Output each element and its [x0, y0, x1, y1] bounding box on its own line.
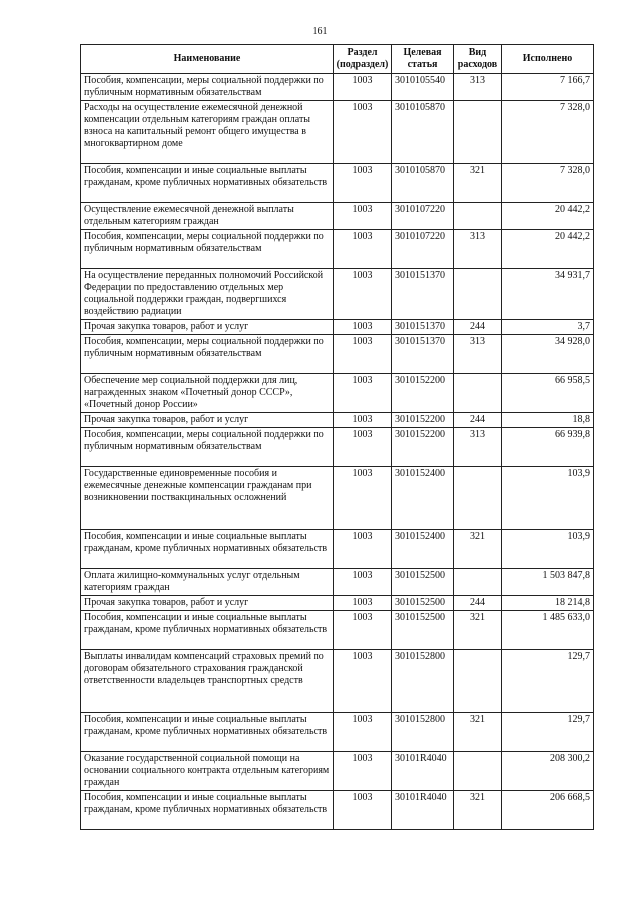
cell-section: 1003	[334, 713, 392, 752]
cell-section: 1003	[334, 752, 392, 791]
table-row	[81, 74, 594, 101]
cell-article: 3010152800	[392, 713, 454, 752]
cell-amount: 129,7	[502, 713, 594, 752]
cell-amount: 129,7	[502, 650, 594, 713]
cell-name: Обеспечение мер социальной поддержки для лиц, награжденных знаком «Почетный донор СССР», «Почетный донор России»	[81, 374, 334, 413]
cell-amount: 18,8	[502, 413, 594, 428]
cell-article: 3010151370	[392, 269, 454, 320]
cell-name: Пособия, компенсации, меры социальной поддержки по публичным нормативным обязательствам	[81, 74, 334, 101]
cell-amount: 66 939,8	[502, 428, 594, 467]
cell-expense-type: 313	[454, 74, 502, 101]
cell-name: Пособия, компенсации, меры социальной поддержки по публичным нормативным обязательствам	[81, 428, 334, 467]
cell-name: Пособия, компенсации и иные социальные выплаты гражданам, кроме публичных нормативных обязательств	[81, 791, 334, 830]
table-row	[81, 569, 594, 596]
cell-name: Прочая закупка товаров, работ и услуг	[81, 413, 334, 428]
cell-section: 1003	[334, 611, 392, 650]
cell-section: 1003	[334, 320, 392, 335]
table-row	[81, 650, 594, 713]
table-row	[81, 611, 594, 650]
table-row	[81, 413, 594, 428]
cell-expense-type	[454, 650, 502, 713]
header-name: Наименование	[81, 45, 334, 74]
cell-expense-type: 313	[454, 230, 502, 269]
cell-name: Выплаты инвалидам компенсаций страховых премий по договорам обязательного страхования гражданской ответственности владельцев транспортных средств	[81, 650, 334, 713]
cell-amount: 66 958,5	[502, 374, 594, 413]
cell-expense-type: 313	[454, 335, 502, 374]
cell-section: 1003	[334, 101, 392, 164]
cell-name: Пособия, компенсации, меры социальной поддержки по публичным нормативным обязательствам	[81, 335, 334, 374]
cell-expense-type	[454, 752, 502, 791]
cell-section: 1003	[334, 650, 392, 713]
cell-amount: 34 931,7	[502, 269, 594, 320]
table-row	[81, 101, 594, 164]
cell-amount: 18 214,8	[502, 596, 594, 611]
cell-expense-type	[454, 569, 502, 596]
table-row	[81, 335, 594, 374]
cell-name: Пособия, компенсации, меры социальной поддержки по публичным нормативным обязательствам	[81, 230, 334, 269]
cell-article: 3010152500	[392, 596, 454, 611]
cell-amount: 1 503 847,8	[502, 569, 594, 596]
cell-expense-type: 321	[454, 713, 502, 752]
cell-amount: 206 668,5	[502, 791, 594, 830]
cell-name: Пособия, компенсации и иные социальные выплаты гражданам, кроме публичных нормативных обязательств	[81, 164, 334, 203]
header-expense-type: Вид расходов	[454, 45, 502, 74]
cell-expense-type	[454, 203, 502, 230]
cell-expense-type: 321	[454, 164, 502, 203]
cell-amount: 103,9	[502, 467, 594, 530]
table-row	[81, 320, 594, 335]
cell-name: Расходы на осуществление ежемесячной денежной компенсации отдельным категориям граждан оплаты взноса на капитальный ремонт общего имущества в многоквартирном доме	[81, 101, 334, 164]
cell-name: Пособия, компенсации и иные социальные выплаты гражданам, кроме публичных нормативных обязательств	[81, 713, 334, 752]
table-row	[81, 428, 594, 467]
cell-article: 30101R4040	[392, 752, 454, 791]
cell-expense-type: 244	[454, 596, 502, 611]
cell-expense-type: 313	[454, 428, 502, 467]
cell-section: 1003	[334, 374, 392, 413]
cell-section: 1003	[334, 428, 392, 467]
cell-article: 3010105870	[392, 101, 454, 164]
cell-article: 3010107220	[392, 230, 454, 269]
cell-expense-type: 321	[454, 530, 502, 569]
cell-amount: 7 328,0	[502, 101, 594, 164]
cell-expense-type	[454, 374, 502, 413]
table-row	[81, 164, 594, 203]
cell-name: Пособия, компенсации и иные социальные выплаты гражданам, кроме публичных нормативных обязательств	[81, 530, 334, 569]
cell-article: 3010152500	[392, 611, 454, 650]
table-row	[81, 713, 594, 752]
cell-amount: 7 166,7	[502, 74, 594, 101]
cell-article: 30101R4040	[392, 791, 454, 830]
cell-article: 3010152400	[392, 530, 454, 569]
table-row	[81, 203, 594, 230]
table-row	[81, 791, 594, 830]
cell-amount: 20 442,2	[502, 203, 594, 230]
cell-amount: 103,9	[502, 530, 594, 569]
cell-expense-type: 321	[454, 791, 502, 830]
cell-name: На осуществление переданных полномочий Российской Федерации по предоставлению отдельных мер социальной поддержки граждан, подвергшихся воздействию радиации	[81, 269, 334, 320]
table-row	[81, 374, 594, 413]
budget-execution-table	[80, 44, 594, 830]
cell-name: Прочая закупка товаров, работ и услуг	[81, 320, 334, 335]
table-row	[81, 230, 594, 269]
cell-article: 3010105540	[392, 74, 454, 101]
cell-section: 1003	[334, 74, 392, 101]
header-section: Раздел (подраздел)	[334, 45, 392, 74]
header-executed: Исполнено	[502, 45, 594, 74]
cell-expense-type: 321	[454, 611, 502, 650]
table-row	[81, 752, 594, 791]
cell-article: 3010105870	[392, 164, 454, 203]
cell-article: 3010152400	[392, 467, 454, 530]
cell-section: 1003	[334, 230, 392, 269]
table-row	[81, 530, 594, 569]
cell-name: Оплата жилищно-коммунальных услуг отдельным категориям граждан	[81, 569, 334, 596]
cell-article: 3010152200	[392, 428, 454, 467]
cell-amount: 34 928,0	[502, 335, 594, 374]
cell-amount: 20 442,2	[502, 230, 594, 269]
cell-section: 1003	[334, 791, 392, 830]
cell-article: 3010152200	[392, 374, 454, 413]
cell-expense-type: 244	[454, 413, 502, 428]
cell-article: 3010151370	[392, 335, 454, 374]
cell-expense-type	[454, 101, 502, 164]
cell-article: 3010152200	[392, 413, 454, 428]
cell-article: 3010152500	[392, 569, 454, 596]
cell-expense-type: 244	[454, 320, 502, 335]
cell-section: 1003	[334, 164, 392, 203]
table-row	[81, 467, 594, 530]
cell-section: 1003	[334, 413, 392, 428]
cell-section: 1003	[334, 596, 392, 611]
cell-section: 1003	[334, 203, 392, 230]
table-header-row	[81, 45, 594, 74]
cell-amount: 3,7	[502, 320, 594, 335]
table-row	[81, 269, 594, 320]
cell-name: Пособия, компенсации и иные социальные выплаты гражданам, кроме публичных нормативных обязательств	[81, 611, 334, 650]
cell-name: Оказание государственной социальной помощи на основании социального контракта отдельным категориям граждан	[81, 752, 334, 791]
cell-expense-type	[454, 467, 502, 530]
cell-section: 1003	[334, 269, 392, 320]
page-number: 161	[312, 26, 328, 37]
cell-article: 3010107220	[392, 203, 454, 230]
header-article: Целевая статья	[392, 45, 454, 74]
table-row	[81, 596, 594, 611]
cell-section: 1003	[334, 569, 392, 596]
cell-article: 3010152800	[392, 650, 454, 713]
cell-section: 1003	[334, 467, 392, 530]
cell-amount: 1 485 633,0	[502, 611, 594, 650]
cell-name: Прочая закупка товаров, работ и услуг	[81, 596, 334, 611]
cell-name: Осуществление ежемесячной денежной выплаты отдельным категориям граждан	[81, 203, 334, 230]
cell-section: 1003	[334, 335, 392, 374]
cell-expense-type	[454, 269, 502, 320]
cell-name: Государственные единовременные пособия и ежемесячные денежные компенсации гражданам при возникновении поствакцинальных осложнений	[81, 467, 334, 530]
cell-amount: 7 328,0	[502, 164, 594, 203]
cell-amount: 208 300,2	[502, 752, 594, 791]
cell-article: 3010151370	[392, 320, 454, 335]
cell-section: 1003	[334, 530, 392, 569]
